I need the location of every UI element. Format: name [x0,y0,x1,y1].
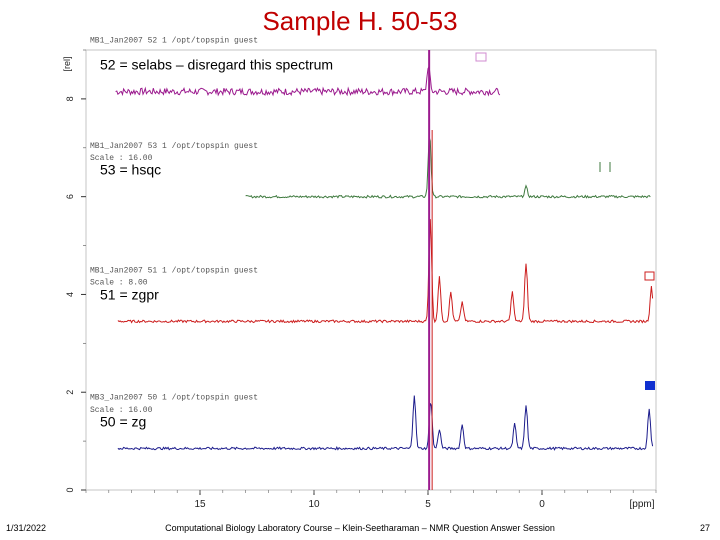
spectrum-scale-2: Scale : 8.00 [90,278,148,288]
x-axis-label: [ppm] [629,499,655,510]
spectrum-label-2: 51 = zgpr [100,286,159,303]
spectrum-header-3: MB3_Jan2007 50 1 /opt/topspin guest [90,393,259,403]
y-tick-label-2: 2 [65,389,75,395]
spectrum-header-2: MB1_Jan2007 51 1 /opt/topspin guest [90,266,259,276]
spectrum-header-1: MB1_Jan2007 53 1 /opt/topspin guest [90,141,259,151]
spectrum-marker-box [645,272,654,280]
footer-course-title: Computational Biology Laboratory Course – Klein-Seetharaman – NMR Question Answer Session [165,523,555,533]
spectrum-label-1: 53 = hsqc [100,161,162,178]
y-tick-label-6: 6 [65,194,75,200]
x-tick-label-10: 10 [308,499,320,510]
y-tick-label-4: 4 [65,291,75,297]
spectrum-label-3: 50 = zg [100,413,147,430]
footer-date: 1/31/2022 [6,523,47,533]
y-tick-label-0: 0 [65,487,75,493]
spectrum-scale-3: Scale : 16.00 [90,405,153,415]
y-axis-label: [rel] [62,56,72,72]
slide-title: Sample H. 50-53 [262,6,458,36]
x-tick-label-15: 15 [194,499,206,510]
spectrum-scale-1: Scale : 16.00 [90,154,153,163]
y-tick-label-8: 8 [65,96,75,102]
spectrum-header-0: MB1_Jan2007 52 1 /opt/topspin guest [90,36,259,46]
spectrum-label-0: 52 = selabs – disregard this spectrum [100,56,334,73]
spectrum-trace-3 [118,396,653,450]
x-tick-label-5: 5 [425,499,431,510]
spectrum-marker-box [476,53,486,61]
spectrum-marker-box [645,381,655,390]
footer-page-number: 27 [699,523,710,533]
x-tick-label-0: 0 [539,499,545,510]
spectrum-trace-1 [246,137,651,198]
